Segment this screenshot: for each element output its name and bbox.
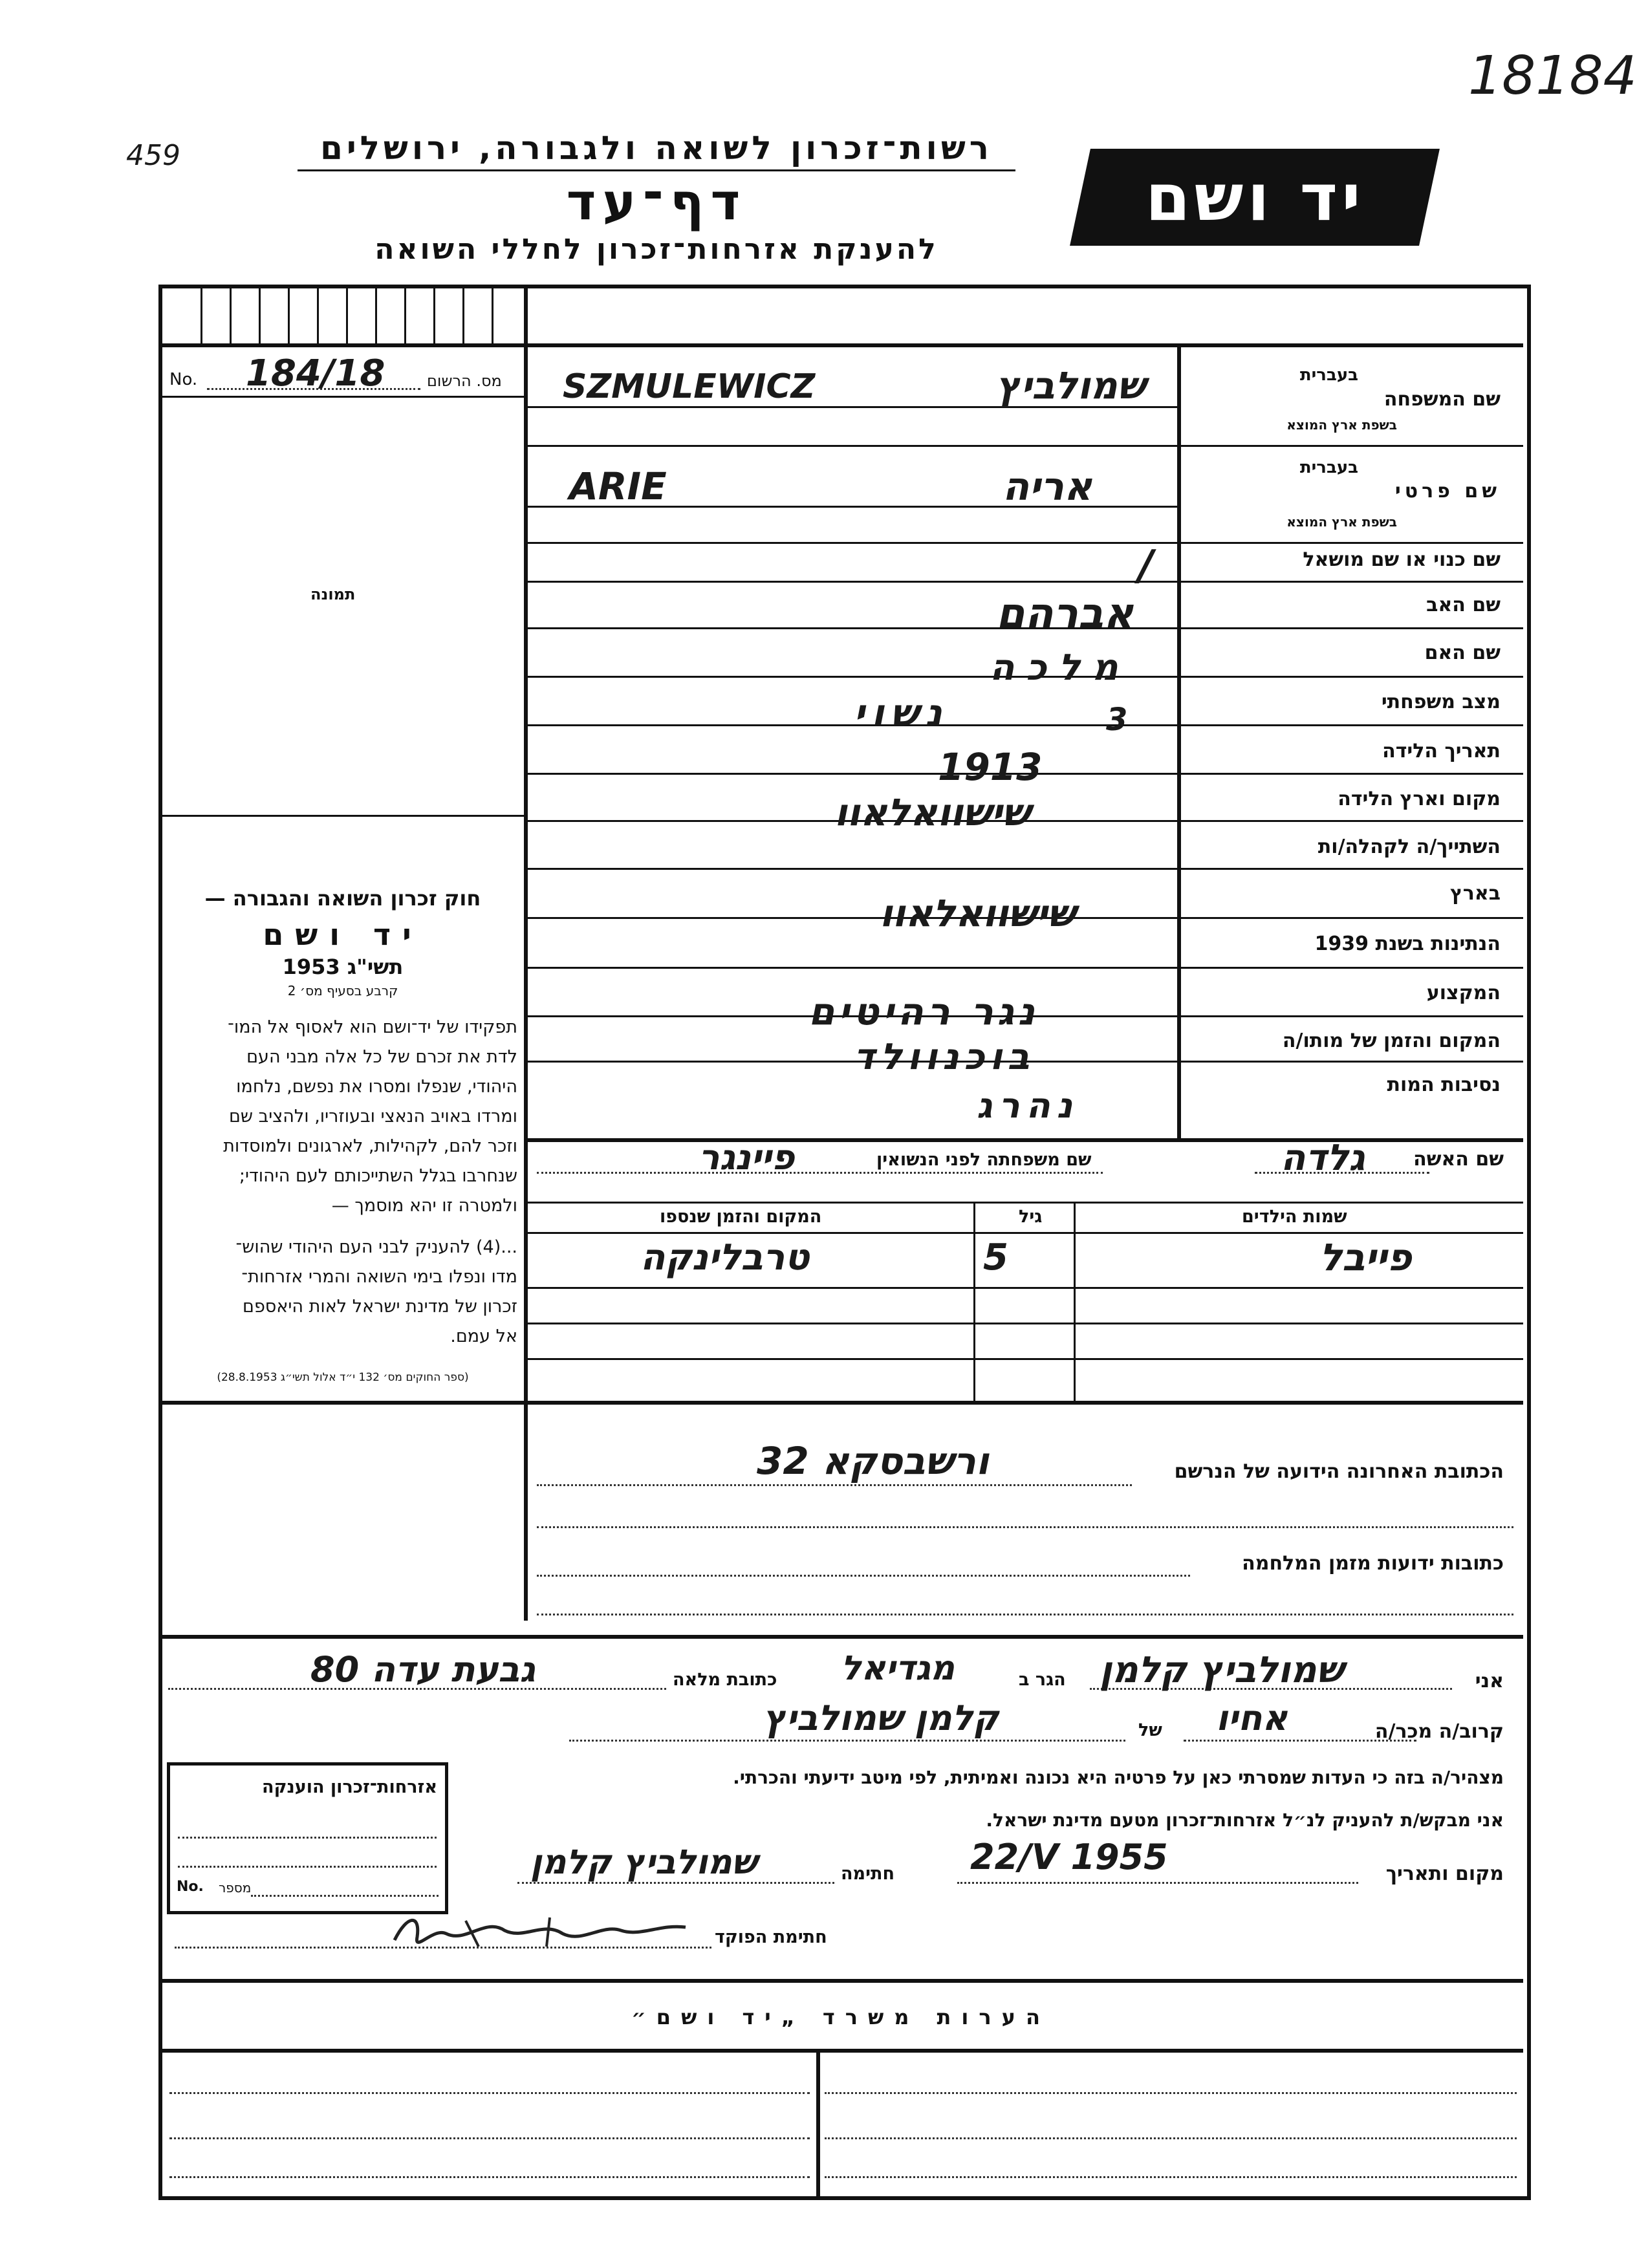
law-text-line: ולמטרה זו יהא מוסמך — (331, 1196, 517, 1216)
occupation-label: המקצוע (1426, 982, 1501, 1004)
wife-maiden-name-label: שם משפחתה לפני הנשואין (876, 1150, 1092, 1170)
law-text-line: ומרדו באויב הנאצי ובעוזריו, ולהציב שם (228, 1107, 517, 1127)
citizenship-granted-box (167, 1762, 448, 1914)
child-name-value[interactable]: פייבל (1319, 1235, 1412, 1279)
relation-of-value[interactable]: קלמן שמולביץ (763, 1698, 999, 1738)
left-column-divider (524, 288, 528, 1401)
officer-signature-label: חתימת הפוקד (715, 1927, 827, 1947)
declarant-label: אני (1475, 1670, 1504, 1692)
declarant-residence-value[interactable]: מגדיאל (841, 1649, 955, 1688)
yad-vashem-logo (1070, 149, 1440, 246)
law-text-line: היהודי, שנפלו ומסרו את נפשם, נלחמו (236, 1077, 517, 1097)
country-label: בארץ (1449, 882, 1501, 905)
registration-number-value[interactable]: 184/18 (246, 352, 385, 394)
signature-label: חתימה (841, 1864, 895, 1884)
surname-hebrew-sublabel: בעברית (1299, 365, 1358, 385)
relation-value[interactable]: אחיו (1216, 1698, 1288, 1738)
institution-line: רשות־זכרון לשואה ולגבורה, ירושלים (320, 129, 993, 167)
firstname-origin-sublabel: בשפת ארץ המוצא (1286, 514, 1397, 530)
last-address-label: הכתובת האחרונה הידועה של הנרשם (1174, 1460, 1504, 1483)
law-text-line: לדת את זכרם של כל אלה מבני העם (246, 1047, 517, 1067)
citizenship-no-heb: מספר (219, 1880, 252, 1895)
office-notes-title: הערות משרד „יד ושם״ (631, 2005, 1050, 2029)
place-date-label: מקום ותאריך (1385, 1863, 1504, 1885)
signature-value[interactable]: שמולביץ קלמן (530, 1843, 757, 1882)
law-text-line: תפקידו של יד־ושם הוא לאסוף אל המו־ (228, 1017, 517, 1037)
law-name: יד ושם (263, 917, 423, 952)
death-circumstances-label: נסיבות המות (1387, 1074, 1501, 1096)
surname-origin-sublabel: בשפת ארץ המוצא (1286, 417, 1397, 433)
declarant-full-address-label: כתובת מלאה (673, 1670, 777, 1690)
death-circumstances-value[interactable]: נהרג (977, 1085, 1079, 1126)
relation-label: קרוב/ה מכר/ה (1374, 1720, 1504, 1743)
child-age-value[interactable]: 5 (983, 1237, 1008, 1279)
wife-name-label: שם האשה (1413, 1148, 1504, 1171)
birthplace-label: מקום וארץ הלידה (1338, 788, 1501, 810)
page-title: דף־עד (566, 173, 747, 232)
label-column-divider (1177, 343, 1181, 1139)
surname-hebrew-value[interactable]: שמולביץ (996, 363, 1146, 407)
marital-status-label: מצב משפחתי (1381, 691, 1501, 713)
law-text-line: מדו ונפלו בימי השואה והמרי אזרחות־ (241, 1267, 517, 1287)
page-subtitle: להענקת אזרחות־זכרון לחללי השואה (374, 233, 938, 266)
law-reference: (ספר החוקים מס׳ 132 י״ד אלול תשי״ג 28.8.1953) (217, 1371, 469, 1384)
nickname-value[interactable]: / (1138, 542, 1154, 590)
law-text-line: וזכר להם, לקהילות, לארגונים ולמוסדות (223, 1136, 517, 1156)
community-value[interactable]: שישוואלאוו (880, 891, 1076, 935)
law-clause: קרבע בסעיף מס׳ 2 (287, 983, 398, 999)
institution-underline (298, 169, 1015, 171)
law-title: חוק זכרון השואה והגבורה — (204, 886, 481, 911)
occupation-value[interactable]: נגר רהיטים (808, 989, 1039, 1033)
mother-name-value[interactable]: מלכה (990, 647, 1130, 689)
registration-number-label: מס. הרשום (427, 372, 502, 390)
birthplace-value[interactable]: שישוואלאוו (834, 790, 1031, 834)
firstname-hebrew-sublabel: בעברית (1299, 458, 1358, 477)
birthdate-value[interactable]: 1913 (938, 745, 1043, 789)
firstname-label: שם פרטי (1394, 480, 1501, 502)
death-place-label: המקום והזמן של מותו/ה (1282, 1030, 1501, 1052)
children-age-header: גיל (1019, 1207, 1043, 1227)
photo-label: תמונה (310, 585, 356, 603)
law-text-line: אל עמם. (450, 1326, 517, 1346)
relation-of-label: של (1138, 1720, 1162, 1740)
archive-number: 18184 (1468, 45, 1637, 107)
citizenship-granted-title: אזרחות־זכרון הוענקה (262, 1777, 437, 1797)
place-date-value[interactable]: 22/V 1955 (970, 1837, 1168, 1877)
law-excerpt (168, 886, 517, 1384)
law-text-line: שנחרבו בגלל השתייכותם לעם היהודי; (239, 1166, 517, 1186)
nickname-label: שם כנוי או שם מושאל (1303, 548, 1501, 571)
citizenship-1939-label: הנתינות בשנת 1939 (1314, 933, 1501, 955)
wife-name-value[interactable]: גלדה (1281, 1137, 1365, 1179)
father-name-label: שם האב (1426, 594, 1501, 616)
firstname-latin-value[interactable]: ARIE (569, 464, 667, 508)
request-text: אני מבקש/ת להעניק לנ״ל אזרחות־זכרון מטעם מדינת ישראל. (986, 1809, 1504, 1831)
declaration-text: מצהיר/ה בזה כי העדות שמסרתי כאן על פרטיה היא נכונה ואמיתית, לפי מיטב ידיעתי והכרתי. (733, 1767, 1504, 1788)
surname-label: שם המשפחה (1383, 388, 1501, 411)
firstname-hebrew-value[interactable]: אריה (1003, 464, 1092, 510)
children-names-header: שמות הילדים (1242, 1207, 1347, 1227)
father-name-value[interactable]: אברהם (996, 590, 1134, 638)
marital-status-extra[interactable]: 3 (1106, 702, 1128, 738)
mother-name-label: שם האם (1424, 642, 1501, 664)
declarant-name-value[interactable]: שמולביץ קלמן (1100, 1649, 1344, 1691)
declarant-residence-label: הגר ב (1019, 1670, 1066, 1690)
small-archive-number: 459 (126, 139, 180, 172)
citizenship-no-latin: No. (177, 1879, 204, 1895)
law-year: תשי"ג 1953 (282, 955, 404, 979)
community-label: השתייך/ה לקהלה/ות (1317, 836, 1501, 858)
birthdate-label: תאריך הלידה (1382, 740, 1501, 762)
last-address-value[interactable]: ורשבסקא 32 (757, 1439, 989, 1483)
death-place-value[interactable]: בוכנוולד (854, 1036, 1035, 1078)
war-addresses-label: כתובות ידועות מזמן המלחמה (1242, 1552, 1504, 1575)
wife-maiden-name-value[interactable]: פיינגר (699, 1137, 795, 1178)
children-place-header: המקום והזמן שנספו (660, 1207, 822, 1227)
marital-status-value[interactable]: נשוי (854, 691, 949, 735)
law-text-line: זכרון של מדינת ישראל לאות היאספם (243, 1297, 517, 1317)
law-text-line: ...(4) להעניק לבני העם היהודי שהוש־ (235, 1237, 517, 1257)
declarant-full-address-value[interactable]: גבעת עדה 80 (310, 1649, 536, 1690)
child-place-value[interactable]: טרבלינקה (640, 1237, 810, 1279)
logo-text: יד ושם (1145, 159, 1365, 235)
registration-no-latin: No. (169, 370, 198, 389)
surname-latin-value[interactable]: SZMULEWICZ (563, 367, 816, 406)
